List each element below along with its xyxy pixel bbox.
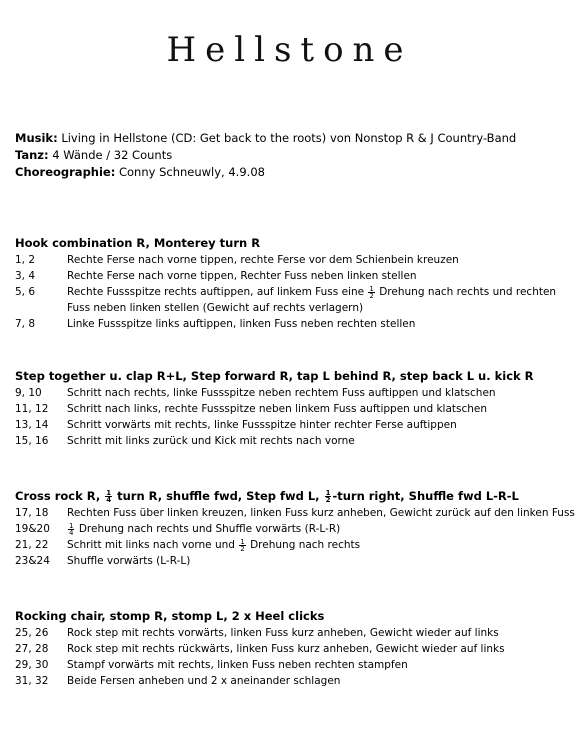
music-row	[15, 130, 516, 147]
step-text-part: Drehung nach rechts und Shuffle vorwärts (R-L-R)	[78, 523, 341, 535]
page-title: Hellstone	[166, 30, 413, 70]
step-text-part: Rechte Fussspitze rechts auftippen, auf linkem Fuss eine	[67, 286, 365, 298]
step-count: 25, 26	[15, 627, 49, 639]
choreography-row	[15, 164, 516, 181]
step-row	[15, 268, 575, 284]
fraction	[239, 539, 245, 552]
step-text	[67, 521, 575, 537]
music-value: Living in Hellstone (CD: Get back to the roots) von Nonstop R & J Country-Band	[61, 131, 517, 145]
dance-info	[15, 130, 516, 181]
fraction-numerator: 1	[369, 284, 374, 293]
step-text: Stampf vorwärts mit rechts, linken Fuss neben rechten stampfen	[67, 659, 408, 671]
fraction-numerator: 1	[69, 521, 74, 530]
choreography-value: Conny Schneuwly, 4.9.08	[118, 165, 265, 179]
step-row	[15, 316, 575, 332]
step-row	[15, 657, 575, 673]
step-text-part: Drehung nach rechts und rechten Fuss neben linken stellen (Gewicht auf rechts verlagern)	[67, 286, 557, 314]
step-text: Schritt nach rechts, linke Fussspitze neben rechtem Fuss auftippen und klatschen	[67, 387, 496, 399]
fraction	[325, 490, 332, 503]
step-row	[15, 385, 575, 401]
step-row	[15, 417, 575, 433]
heading-part: Cross rock R,	[15, 489, 101, 503]
step-row	[15, 625, 575, 641]
step-text: Beide Fersen anheben und 2 x aneinander schlagen	[67, 675, 341, 687]
step-count: 23&24	[15, 555, 50, 567]
step-text	[67, 284, 575, 316]
step-text: Linke Fussspitze links auftippen, linken Fuss neben rechten stellen	[67, 318, 416, 330]
step-text: Schritt vorwärts mit rechts, linke Fussspitze hinter rechter Ferse auftippen	[67, 419, 457, 431]
step-row	[15, 252, 575, 268]
section-rocking-chair	[15, 609, 575, 689]
step-count: 29, 30	[15, 659, 49, 671]
section-cross-rock	[15, 489, 575, 569]
step-count: 3, 4	[15, 270, 36, 282]
fraction-numerator: 1	[106, 489, 112, 497]
step-row	[15, 553, 575, 569]
step-text-part: Schritt mit links nach vorne und	[67, 539, 235, 551]
music-label: Musik:	[15, 131, 58, 145]
section-step-together	[15, 369, 575, 449]
fraction-numerator: 1	[325, 489, 331, 497]
step-count: 1, 2	[15, 254, 36, 266]
step-text: Rechten Fuss über linken kreuzen, linken Fuss kurz anheben, Gewicht zurück auf den linken Fuss	[67, 507, 575, 519]
fraction-denominator: 2	[369, 291, 374, 300]
dance-row	[15, 147, 516, 164]
dance-value: 4 Wände / 32 Counts	[52, 148, 173, 162]
fraction	[68, 523, 74, 536]
step-row	[15, 537, 575, 553]
step-count: 13, 14	[15, 419, 49, 431]
step-text: Rechte Ferse nach vorne tippen, Rechter Fuss neben linken stellen	[67, 270, 417, 282]
step-count: 7, 8	[15, 318, 36, 330]
step-count: 9, 10	[15, 387, 42, 399]
step-count: 21, 22	[15, 539, 49, 551]
fraction-denominator: 2	[325, 496, 331, 504]
fraction-denominator: 4	[106, 496, 112, 504]
heading-part: turn R, shuffle fwd, Step fwd L,	[117, 489, 320, 503]
step-row	[15, 521, 575, 537]
step-count: 27, 28	[15, 643, 49, 655]
step-text: Rechte Ferse nach vorne tippen, rechte Ferse vor dem Schienbein kreuzen	[67, 254, 459, 266]
step-row	[15, 641, 575, 657]
fraction	[105, 490, 112, 503]
step-row	[15, 433, 575, 449]
step-count: 11, 12	[15, 403, 49, 415]
section-heading: Rocking chair, stomp R, stomp L, 2 x Heel clicks	[15, 609, 325, 623]
step-text-part: Drehung nach rechts	[250, 539, 361, 551]
step-count: 19&20	[15, 523, 50, 535]
step-text: Schritt nach links, rechte Fussspitze neben linkem Fuss auftippen und klatschen	[67, 403, 488, 415]
step-row	[15, 284, 575, 316]
fraction-denominator: 4	[69, 528, 74, 537]
step-count: 15, 16	[15, 435, 49, 447]
step-text: Shuffle vorwärts (L-R-L)	[67, 555, 191, 567]
step-text: Schritt mit links zurück und Kick mit rechts nach vorne	[67, 435, 355, 447]
choreography-label: Choreographie:	[15, 165, 116, 179]
step-count: 5, 6	[15, 286, 36, 298]
step-text	[67, 537, 575, 553]
section-heading: Hook combination R, Monterey turn R	[15, 236, 261, 250]
heading-part: -turn right, Shuffle fwd L-R-L	[332, 489, 519, 503]
step-text: Rock step mit rechts rückwärts, linken Fuss kurz anheben, Gewicht wieder auf links	[67, 643, 505, 655]
step-text: Rock step mit rechts vorwärts, linken Fuss kurz anheben, Gewicht wieder auf links	[67, 627, 499, 639]
step-count: 17, 18	[15, 507, 49, 519]
dance-label: Tanz:	[15, 148, 49, 162]
section-heading: Step together u. clap R+L, Step forward R, tap L behind R, step back L u. kick R	[15, 369, 534, 383]
step-row	[15, 505, 575, 521]
step-row	[15, 673, 575, 689]
section-hook-combination	[15, 236, 575, 332]
fraction-numerator: 1	[240, 537, 245, 546]
step-count: 31, 32	[15, 675, 49, 687]
section-heading	[15, 489, 575, 503]
fraction-denominator: 2	[240, 544, 245, 553]
fraction	[368, 286, 374, 299]
step-row	[15, 401, 575, 417]
